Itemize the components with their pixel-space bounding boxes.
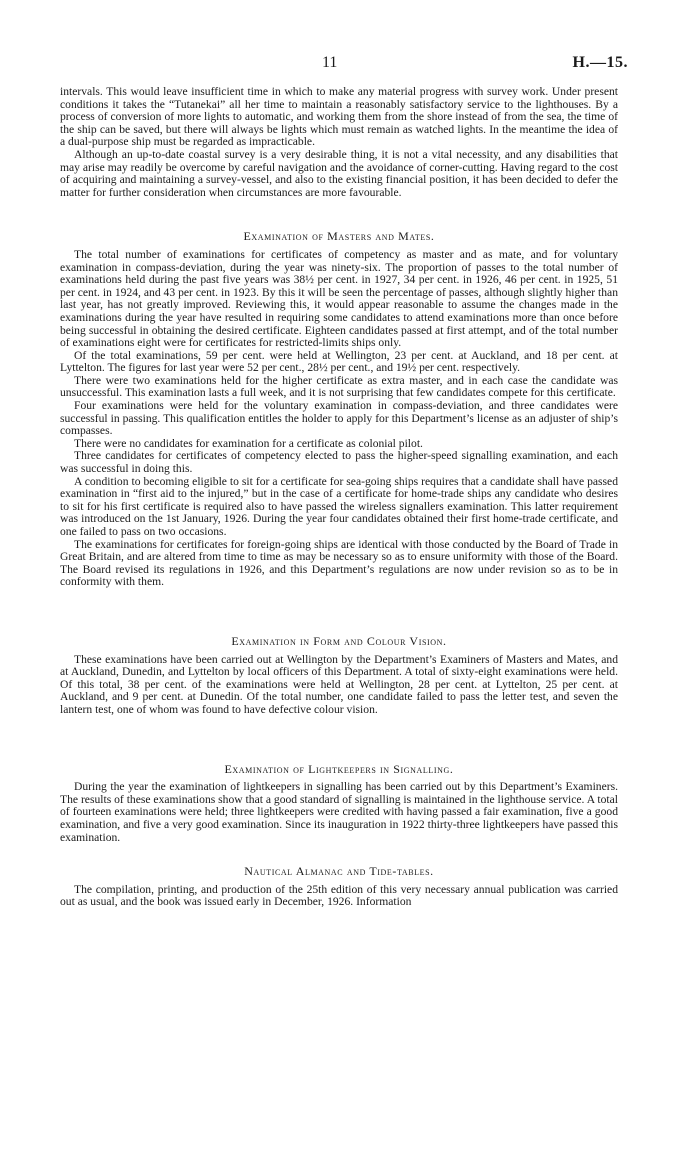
paragraph: There were no candidates for examination for a certificate as colonial pilot. [74,436,423,450]
paragraph: Of the total examinations, 59 per cent. were held at Wellington, 23 per cent. at Auckland, and 18 per cent. at Lyttelton. The figures for last year were 52 per cent., 28½ per cent., and 19½ per cent. respectively. [60,348,618,375]
paragraph: These examinations have been carried out at Wellington by the Department’s Examiners of Masters and Mates, and at Auckland, Dunedin, and Lyttelton by local officers of this Department. A total of sixty-eight examinations were held. Of this total, 38 per cent. of the examinations were held at Wellington, 28 per cent. at Lyttelton, 25 per cent. at Auckland, and 9 per cent. at Dunedin. Of the total number, one candidate failed to pass the letter test, and seven the lantern test, one of whom was found to have defective colour vision. [60,652,618,716]
section-heading-lightkeepers-signalling: Examination of Lightkeepers in Signalling. [224,761,454,776]
paragraph: There were two examinations held for the higher certificate as extra master, and in each case the candidate was unsuccessful. This examination lasts a full week, and it is not surprising that few candidates compete for this certificate. [60,373,618,400]
paragraph: The examinations for certificates for foreign-going ships are identical with those conducted by the Board of Trade in Great Britain, and are altered from time to time as may be necessary so as to ensure uniformity with those of the Board. The Board revised its regulations in 1926, and this Department’s regulations are now under revision so as to be in conformity with them. [60,537,618,589]
paragraph: A condition to becoming eligible to sit for a certificate for sea-going ships requires that a candidate shall have passed examination in “first aid to the injured,” but in the case of a certificate for home-trade ships any candidate who desires to sit for his first certificate is required also to have passed the wireless signallers examination. This latter requirement was introduced on the 1st January, 1926. During the year four candidates obtained their first home-trade certificate, and one failed to pass on two occasions. [60,474,618,538]
document-reference: H.—15. [572,54,628,71]
intro-paragraph: intervals. This would leave insufficient time in which to make any material progress with survey work. Under present conditions it takes the “Tutanekai” all her time to maintain a reasonably satisfactory service to the lighthouses. By a process of conversion of more lights to automatic, and working them from the shore instead of from the sea, the time of the ship can be saved, but there will always be lights which must remain as watched lights. In the meantime the idea of a dual-purpose ship must be regarded as impracticable. [60,85,618,149]
paragraph: The total number of examinations for certificates of competency as master and as mate, and for voluntary examination in compass-deviation, during the year was ninety-six. The proportion of passes to the total number of examinations held during the past five years was 38½ per cent. in 1927, 34 per cent. in 1926, 46 per cent. in 1925, 51 per cent. in 1924, and 43 per cent. in 1923. By this it will be seen the percentage of passes, although slightly higher than last year, has not greatly improved. Reviewing this, it would appear reasonable to assume the changes made in the examinations during the year have resulted in requiring some candidates to attend examinations more than once before being successful in obtaining the desired certificate. Eighteen candidates passed at first attempt, and of the total number of examinations eight were for certificates for restricted-limits ships only. [60,247,618,350]
paragraph: Four examinations were held for the voluntary examination in compass-deviation, and three candidates were successful in passing. This qualification entitles the holder to apply for this Department’s license as an adjuster of ship’s compasses. [60,399,618,438]
section-heading-form-colour-vision: Examination in Form and Colour Vision. [231,633,447,648]
intro-paragraph: Although an up-to-date coastal survey is a very desirable thing, it is not a vital necessity, and any disabilities that may arise may readily be overcome by careful navigation and the avoidance of corner-cutting. Having regard to the cost of acquiring and maintaining a survey-vessel, and also to the existing financial position, it has been decided to defer the matter for further consideration when circumstances are more favourable. [60,147,618,199]
paragraph: The compilation, printing, and production of the 25th edition of this very necessary annual publication was carried out as usual, and the book was issued early in December, 1926. Information [60,882,618,909]
body-text [60,86,618,909]
paragraph: During the year the examination of lightkeepers in signalling has been carried out by this Department’s Examiners. The results of these examinations show that a good standard of signalling is maintained in the lighthouse service. A total of fourteen examinations were held; three lightkeepers were credited with having passed a fair examination, five a good examination, and five a very good examination. Since its inauguration in 1922 thirty-three lightkeepers have passed this examination. [60,780,618,844]
paragraph: Three candidates for certificates of competency elected to pass the higher-speed signalling examination, and each was successful in doing this. [60,449,618,476]
section-heading-nautical-almanac: Nautical Almanac and Tide-tables. [244,864,434,879]
section-heading-masters-mates: Examination of Masters and Mates. [243,229,435,244]
page-number: 11 [322,54,338,71]
page-header [0,54,700,78]
